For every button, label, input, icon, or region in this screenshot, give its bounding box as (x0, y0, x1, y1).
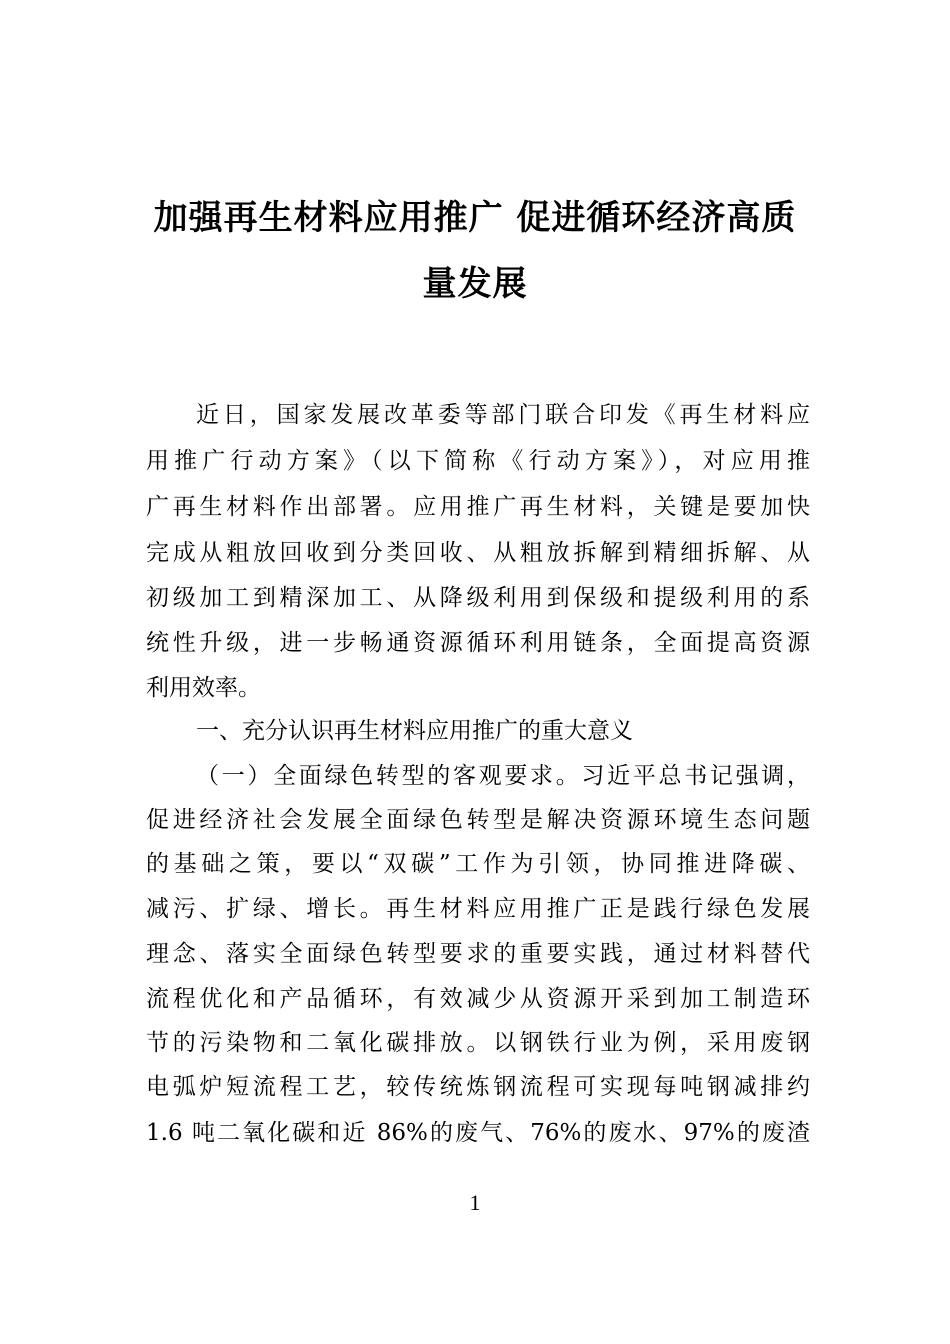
section-heading: 一、充分认识再生材料应用推广的重大意义 (196, 718, 633, 744)
document-title-line-2: 量发展 (422, 264, 528, 304)
paragraph-line: 初级加工到精深加工、从降级利用到保级和提级利用的系 (146, 585, 810, 611)
paragraph-line: 用推广行动方案》（以下简称《行动方案》），对应用推 (146, 448, 810, 474)
page-number: 1 (469, 1190, 481, 1215)
paragraph-line: 减污、扩绿、增长。再生材料应用推广正是践行绿色发展 (146, 896, 810, 922)
paragraph-line: 广再生材料作出部署。应用推广再生材料，关键是要加快 (146, 494, 810, 520)
paragraph-line: 理念、落实全面绿色转型要求的重要实践，通过材料替代 (146, 941, 810, 967)
paragraph-line: 完成从粗放回收到分类回收、从粗放拆解到精细拆解、从 (146, 540, 810, 566)
paragraph-line: 电弧炉短流程工艺，较传统炼钢流程可实现每吨钢减排约 (146, 1074, 810, 1100)
paragraph-line: 1.6 吨二氧化碳和近 86%的废气、76%的废水、97%的废渣 (146, 1120, 810, 1146)
paragraph-line: 流程优化和产品循环，有效减少从资源开采到加工制造环 (146, 986, 810, 1012)
paragraph-line: 的基础之策，要以“双碳”工作为引领，协同推进降碳、 (146, 851, 810, 877)
paragraph-line: 促进经济社会发展全面绿色转型是解决资源环境生态问题 (146, 807, 810, 833)
document-title-line-1: 加强再生材料应用推广 促进循环经济高质 (153, 198, 797, 238)
paragraph-line: 近日，国家发展改革委等部门联合印发《再生材料应 (196, 402, 810, 428)
paragraph-line: 节的污染物和二氧化碳排放。以钢铁行业为例，采用废钢 (146, 1030, 810, 1056)
paragraph-line: 利用效率。 (146, 675, 261, 701)
paragraph-line: 统性升级，进一步畅通资源循环利用链条，全面提高资源 (146, 630, 810, 656)
paragraph-line: （一）全面绿色转型的客观要求。习近平总书记强调， (196, 763, 810, 789)
